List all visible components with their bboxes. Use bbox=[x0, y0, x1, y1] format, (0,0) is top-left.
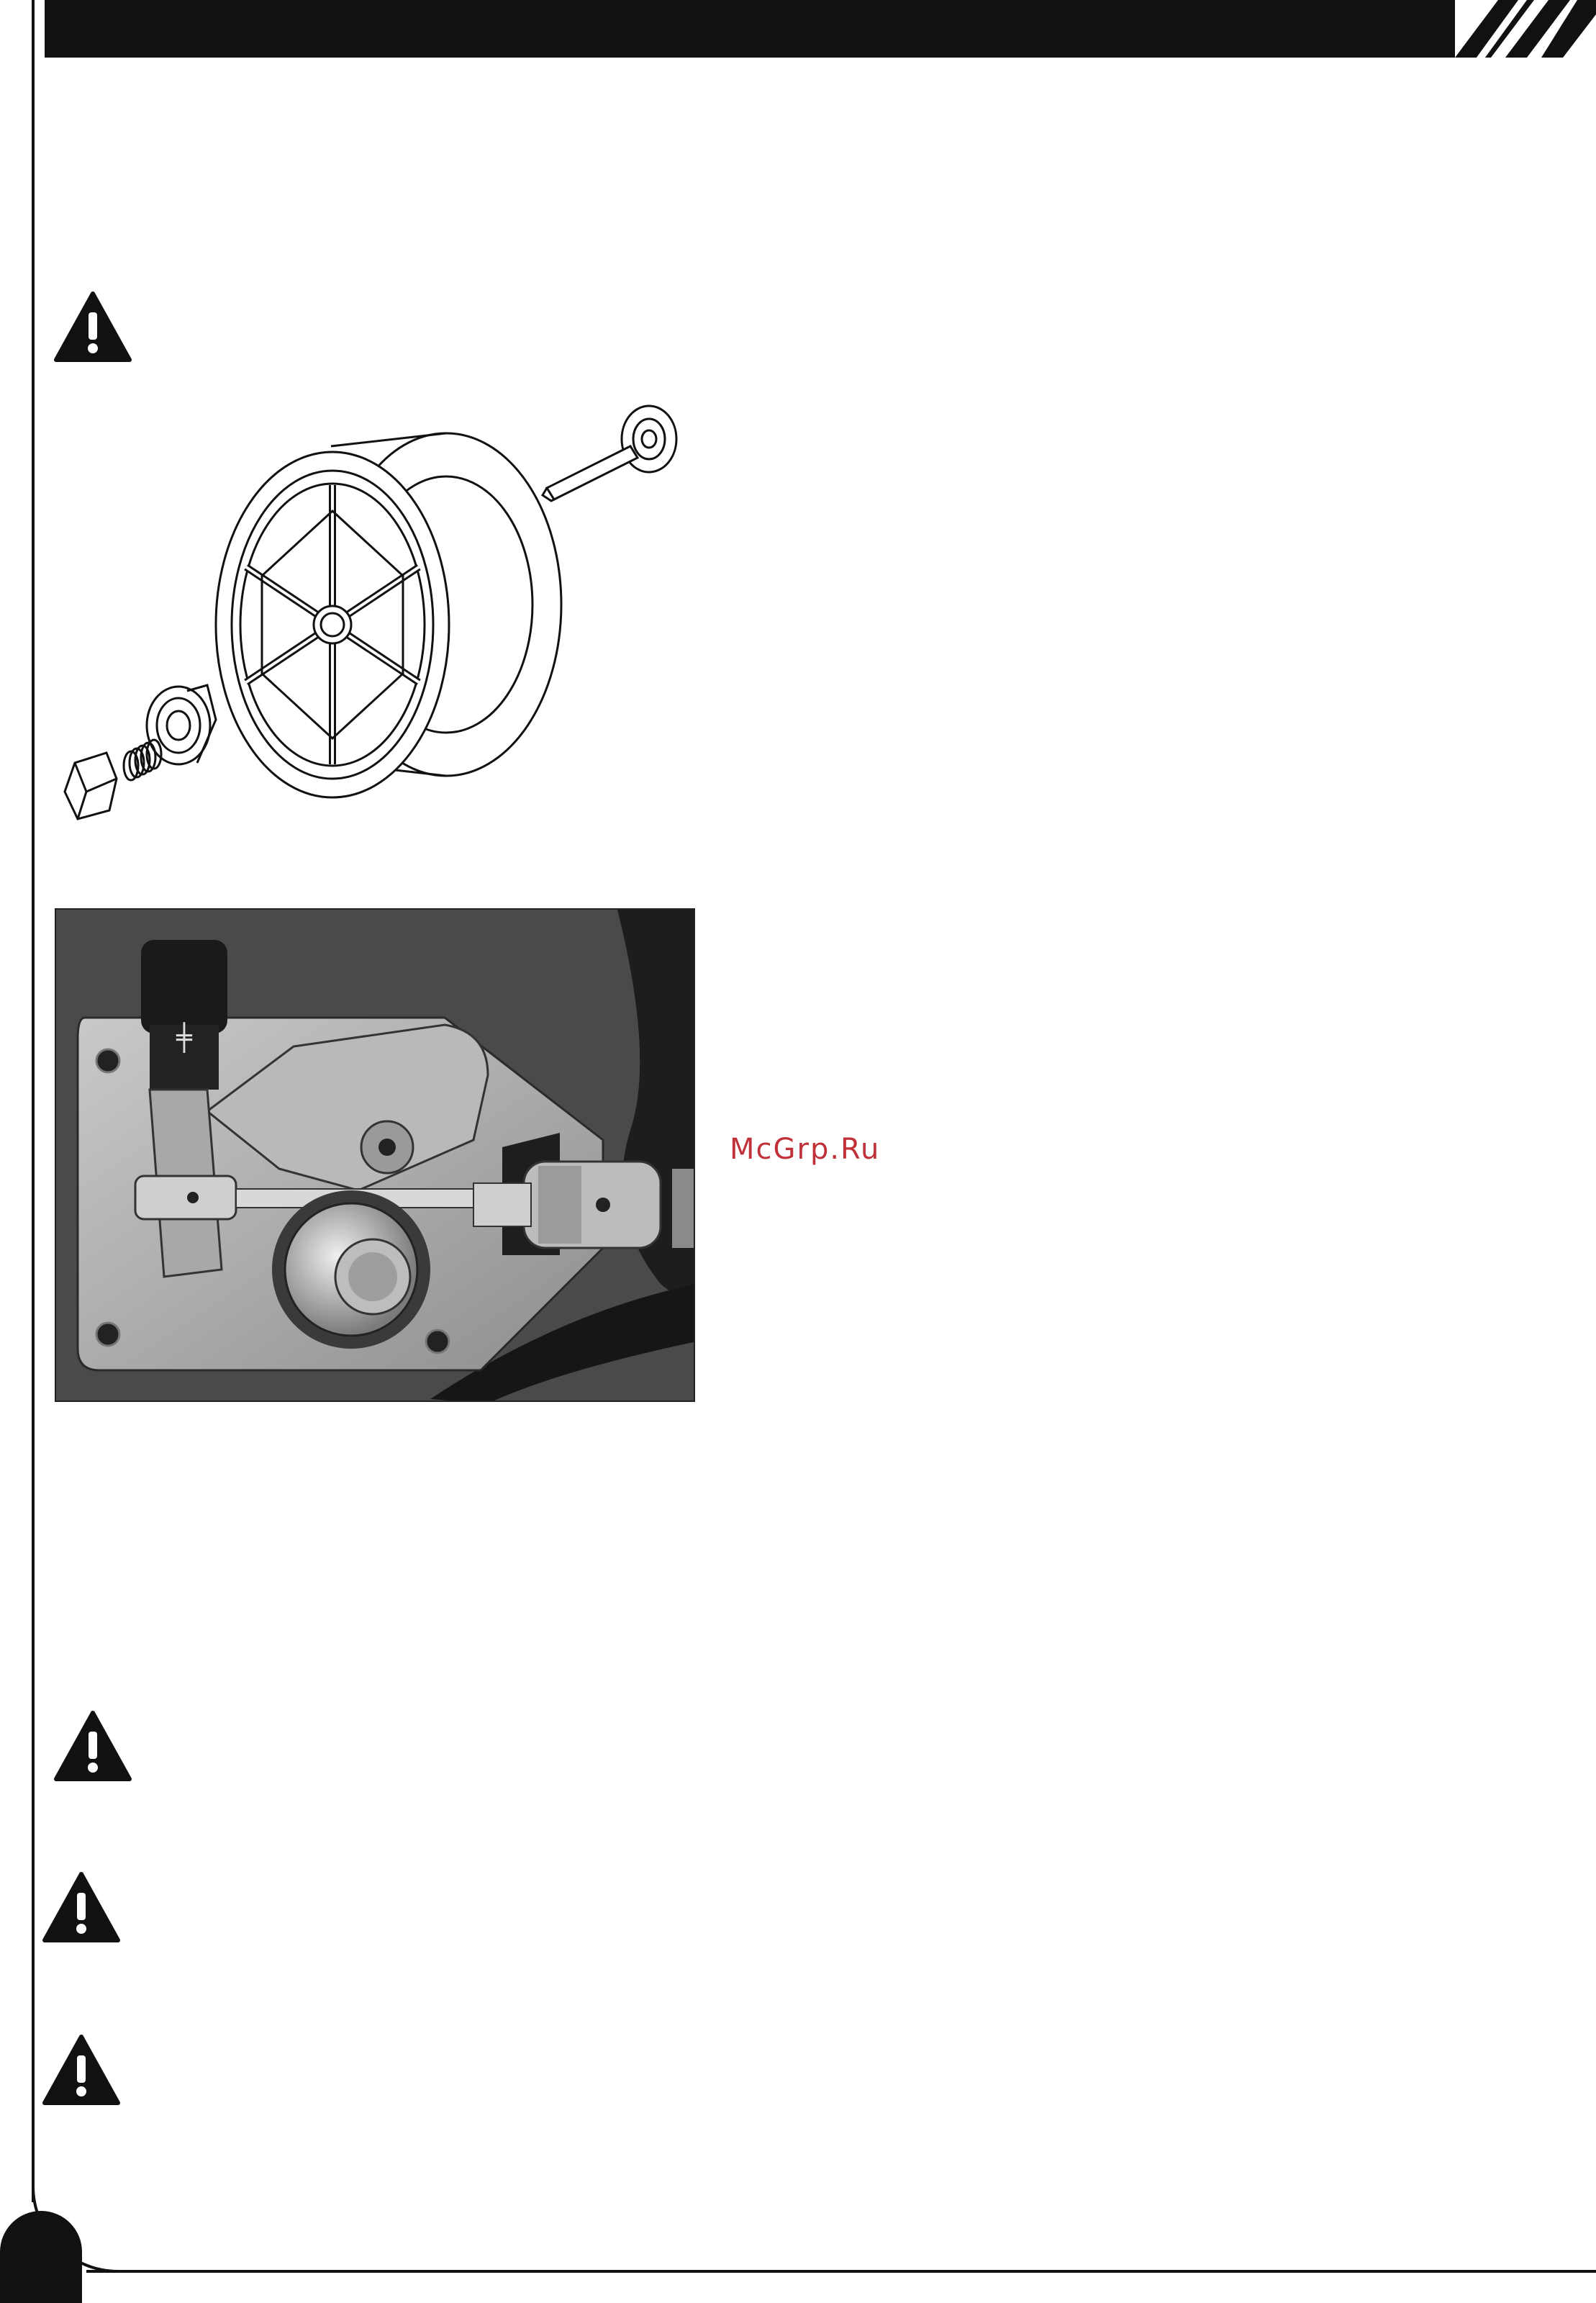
wire-spool-diagram bbox=[43, 403, 712, 849]
warning-icon bbox=[53, 1710, 132, 1782]
page-number-tab bbox=[0, 2211, 82, 2303]
page-left-rule bbox=[32, 0, 35, 2202]
svg-text:╪: ╪ bbox=[176, 1023, 192, 1053]
warning-icon bbox=[42, 1871, 121, 1943]
wire-feeder-photo bbox=[55, 908, 695, 1402]
warning-icon bbox=[42, 2034, 121, 2106]
header-bar bbox=[45, 0, 1596, 58]
wire-feeder-mechanism-illustration bbox=[56, 910, 695, 1402]
page-bottom-rule bbox=[86, 2270, 1596, 2273]
watermark-text: McGrp.Ru bbox=[730, 1133, 881, 1166]
warning-icon bbox=[53, 291, 132, 363]
